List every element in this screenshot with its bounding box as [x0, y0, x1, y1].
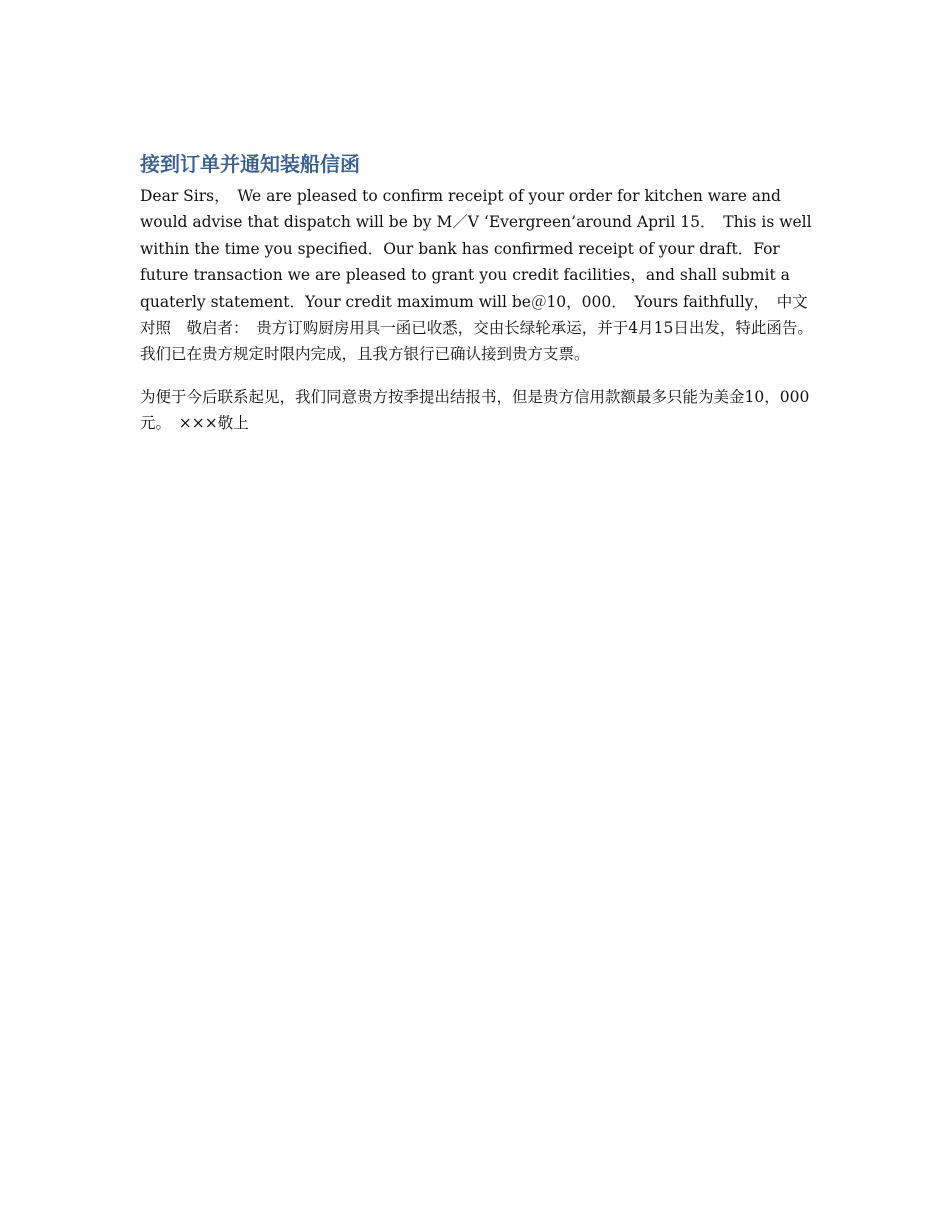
- document-title: 接到订单并通知装船信函: [140, 152, 360, 176]
- letter-paragraph-2: 为便于今后联系起见，我们同意贵方按季提出结报书，但是贵方信用款额最多只能为美金10，000元。 ×××敬上: [140, 387, 810, 433]
- document-body: [140, 149, 821, 437]
- letter-paragraph-1: Dear Sirs， We are pleased to confirm receipt of your order for kitchen ware and would advise that dispatch will be by M／V ‘Evergreen’around April 15． This is well within the time you specified．Our bank has confirmed receipt of your draft．For future transaction we are pleased to grant you credit facilities，and shall submit a quaterly statement．Your credit maximum will be＠10，000． Yours faithfully， 中文对照 敬启者： 贵方订购厨房用具一函已收悉，交由长绿轮承运，并于4月15日出发，特此函告。 我们已在贵方规定时限内完成，且我方银行已确认接到贵方支票。: [140, 187, 821, 364]
